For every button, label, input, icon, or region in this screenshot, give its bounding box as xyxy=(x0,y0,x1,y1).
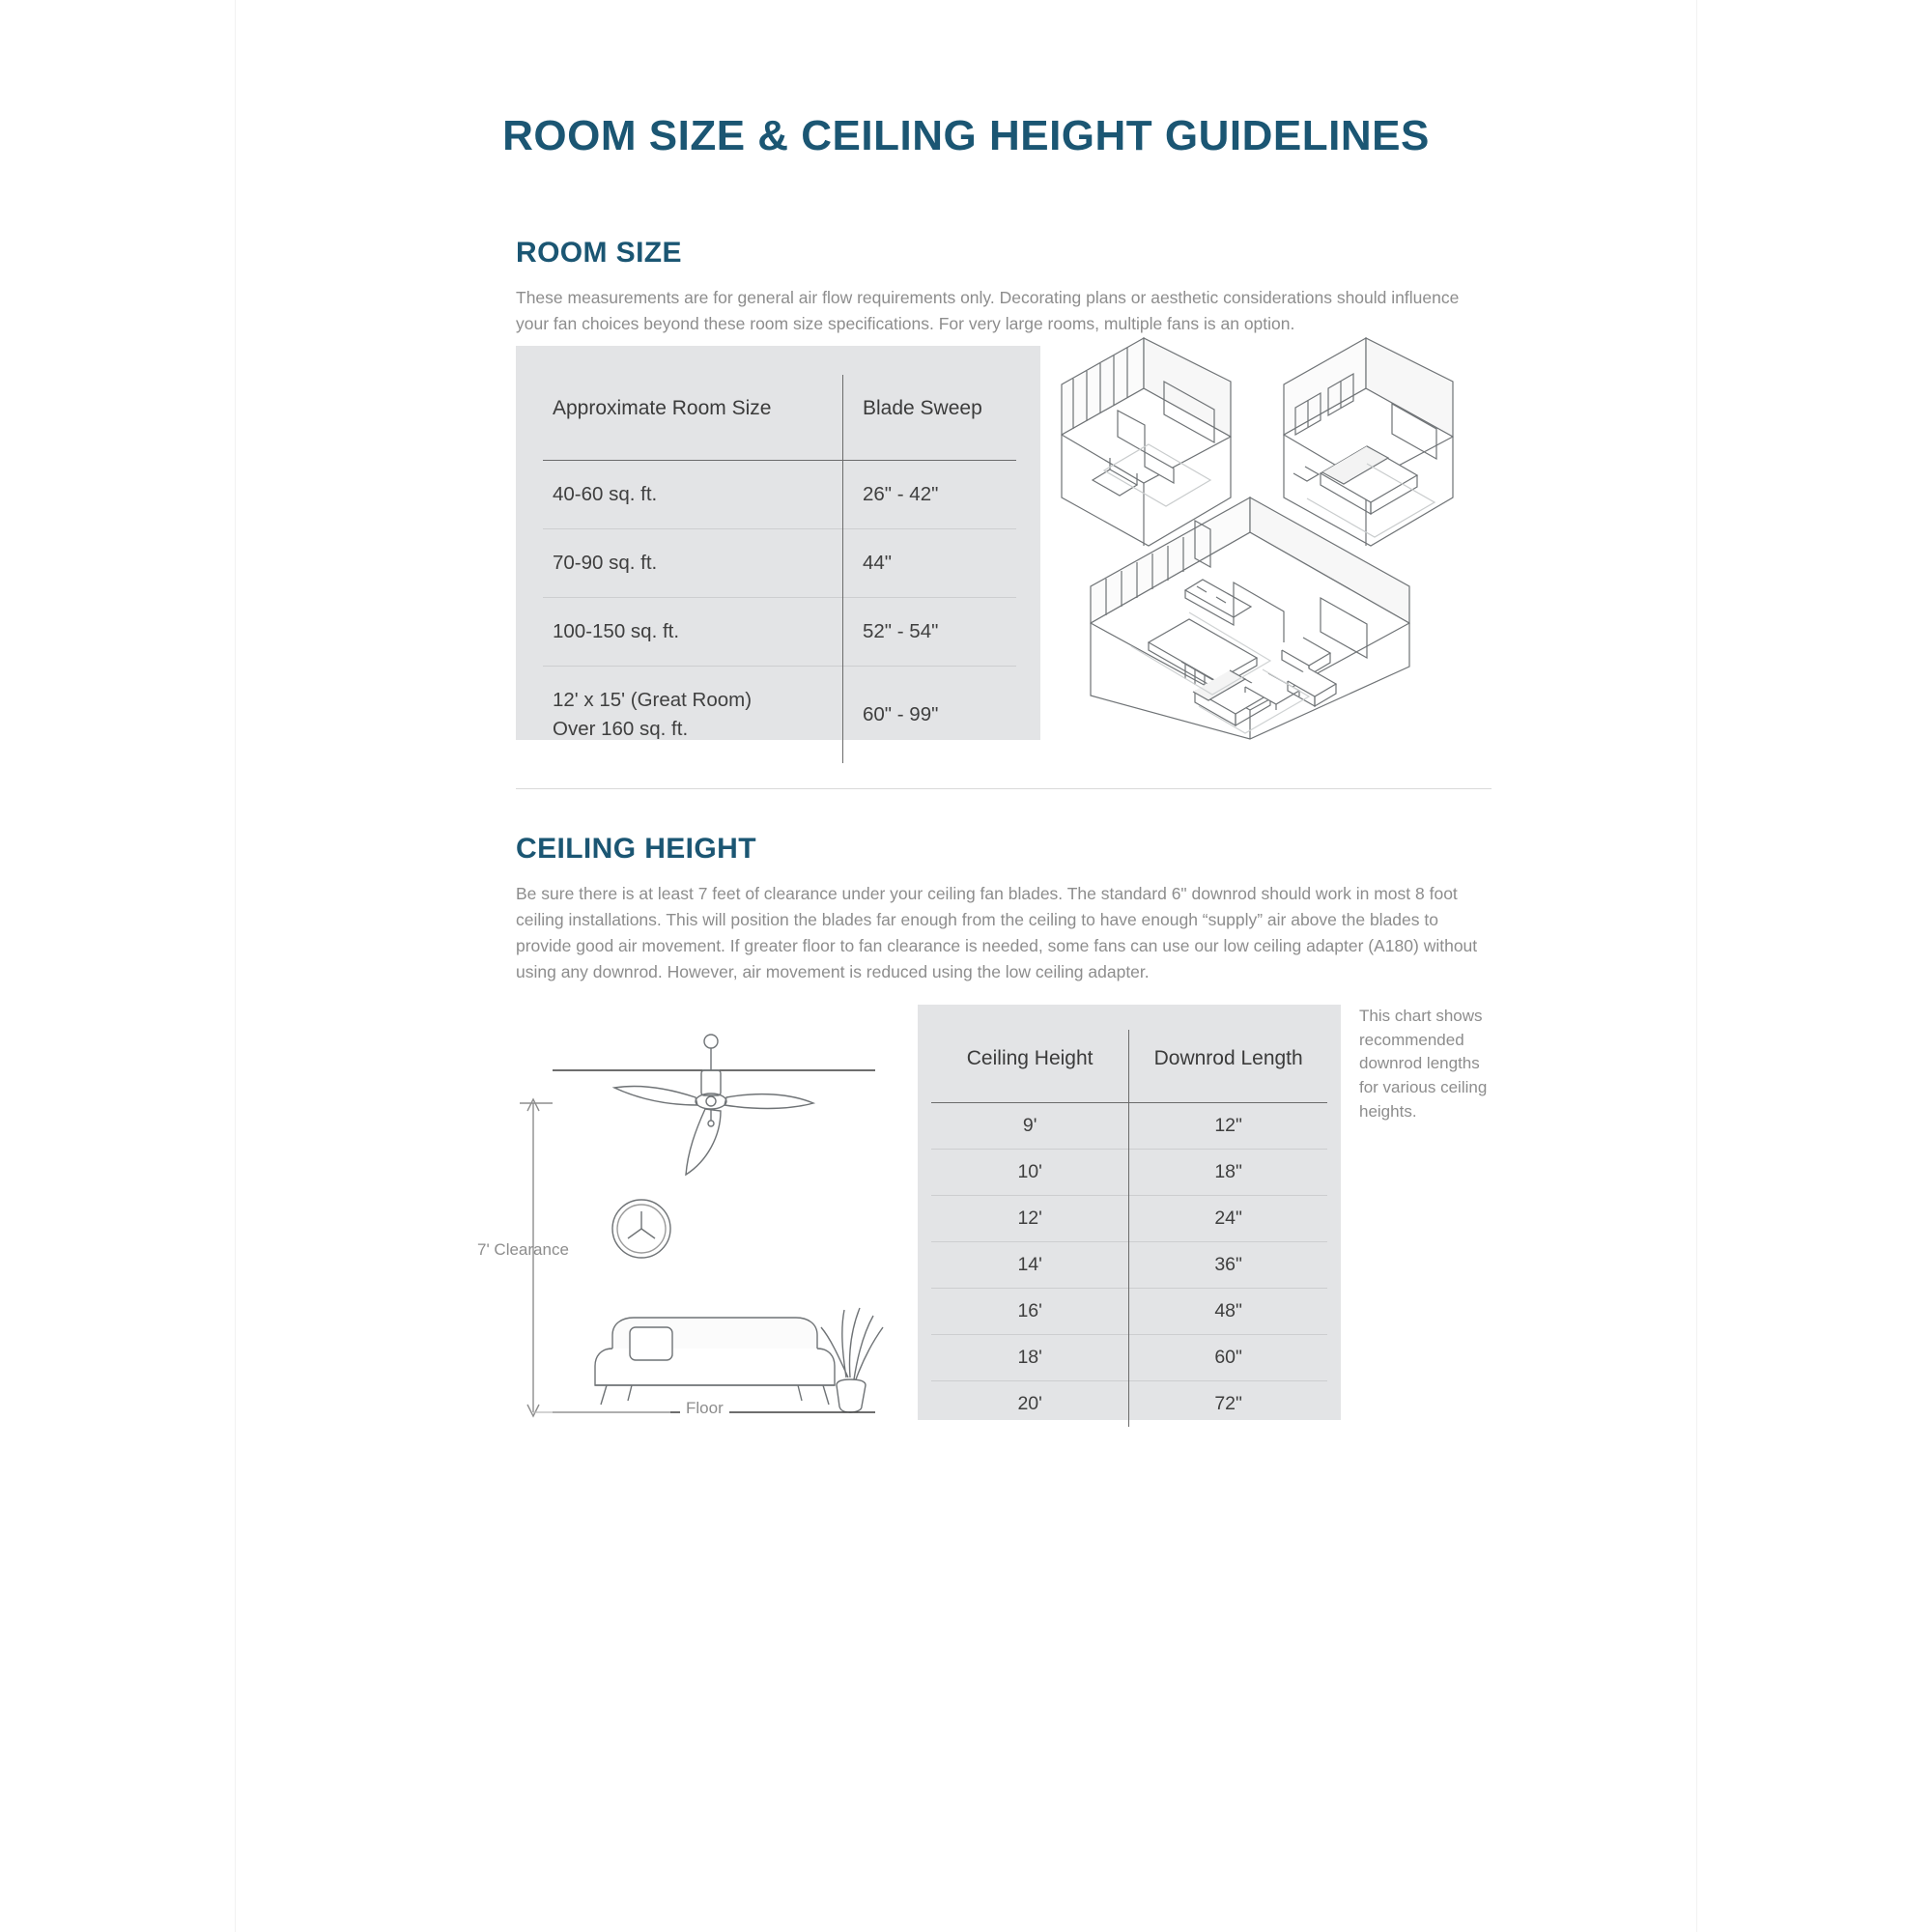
cell-downrod-length: 72" xyxy=(1129,1381,1327,1428)
room-size-description: These measurements are for general air flow requirements only. Decorating plans or aesthetic considerations should influence your fan choices beyond these room size specifications. For very large rooms, multiple fans is an option. xyxy=(516,288,1460,334)
cell-blade-sweep: 26" - 42" xyxy=(843,461,1017,529)
table-row xyxy=(543,598,1016,667)
ceiling-height-description: Be sure there is at least 7 feet of clearance under your ceiling fan blades. The standard 6" downrod should work in most 8 foot ceiling installations. This will position the blades far enough from the ceiling to have enough “supply” air above the blades to provide good air movement. If greater floor to fan clearance is needed, some fans can use our low ceiling adapter (A180) without using any downrod. However, air movement is reduced using the low ceiling adapter. xyxy=(516,884,1478,982)
ceiling-clearance-diagram xyxy=(477,995,912,1449)
room-size-heading: ROOM SIZE xyxy=(516,237,682,269)
table-row xyxy=(543,667,1016,764)
cell-downrod-length: 48" xyxy=(1129,1289,1327,1335)
column-header-ceiling-height: Ceiling Height xyxy=(966,1047,1094,1069)
table-row xyxy=(931,1289,1327,1335)
cell-ceiling-height: 20' xyxy=(1017,1393,1042,1414)
cell-blade-sweep: 60" - 99" xyxy=(843,667,1017,764)
cell-room-size-line2: Over 160 sq. ft. xyxy=(553,718,689,740)
floor-label: Floor xyxy=(680,1399,729,1418)
cell-room-size xyxy=(543,667,843,764)
page-title: ROOM SIZE & CEILING HEIGHT GUIDELINES xyxy=(502,112,1430,159)
table-row xyxy=(931,1196,1327,1242)
room-size-section xyxy=(516,237,1492,337)
cell-ceiling-height: 10' xyxy=(1017,1161,1042,1182)
section-divider xyxy=(516,788,1492,789)
table-row xyxy=(931,1381,1327,1428)
cell-downrod-length: 60" xyxy=(1129,1335,1327,1381)
clearance-label: 7' Clearance xyxy=(477,1240,569,1259)
cell-downrod-length: 18" xyxy=(1129,1150,1327,1196)
cell-ceiling-height: 12' xyxy=(1017,1208,1042,1229)
column-header-room-size: Approximate Room Size xyxy=(553,397,772,419)
cell-room-size: 40-60 sq. ft. xyxy=(553,483,658,505)
table-row xyxy=(543,529,1016,598)
chart-note: This chart shows recommended downrod lengths for various ceiling heights. xyxy=(1359,1007,1488,1121)
table-header-row xyxy=(931,1030,1327,1103)
isometric-rooms-illustration xyxy=(1052,328,1487,744)
room-size-table xyxy=(543,375,1016,763)
cell-ceiling-height: 14' xyxy=(1017,1254,1042,1275)
downrod-table xyxy=(931,1030,1327,1427)
wall-clock-icon xyxy=(612,1200,670,1258)
table-row xyxy=(931,1335,1327,1381)
table-row xyxy=(543,461,1016,529)
ceiling-height-heading: CEILING HEIGHT xyxy=(516,833,756,865)
downrod-table-card xyxy=(918,1005,1341,1420)
cell-room-size: 70-90 sq. ft. xyxy=(553,552,658,574)
cell-downrod-length: 36" xyxy=(1129,1242,1327,1289)
cell-ceiling-height: 9' xyxy=(1022,1115,1037,1136)
table-row xyxy=(931,1150,1327,1196)
cell-downrod-length: 12" xyxy=(1129,1103,1327,1150)
cell-room-size: 100-150 sq. ft. xyxy=(553,620,680,642)
sofa-icon xyxy=(595,1318,835,1405)
table-row xyxy=(931,1242,1327,1289)
document-page xyxy=(236,0,1696,1932)
cell-blade-sweep: 52" - 54" xyxy=(843,598,1017,667)
room-size-table-card xyxy=(516,346,1040,740)
ceiling-fan-icon xyxy=(614,1035,813,1175)
column-header-downrod-length: Downrod Length xyxy=(1129,1030,1327,1103)
cell-ceiling-height: 18' xyxy=(1017,1347,1042,1368)
column-header-blade-sweep: Blade Sweep xyxy=(843,375,1017,461)
ceiling-height-section xyxy=(516,833,1492,986)
cell-ceiling-height: 16' xyxy=(1017,1300,1042,1321)
cell-downrod-length: 24" xyxy=(1129,1196,1327,1242)
table-row xyxy=(931,1103,1327,1150)
cell-blade-sweep: 44" xyxy=(843,529,1017,598)
cell-room-size-line1: 12' x 15' (Great Room) xyxy=(553,689,753,712)
table-header-row xyxy=(543,375,1016,461)
